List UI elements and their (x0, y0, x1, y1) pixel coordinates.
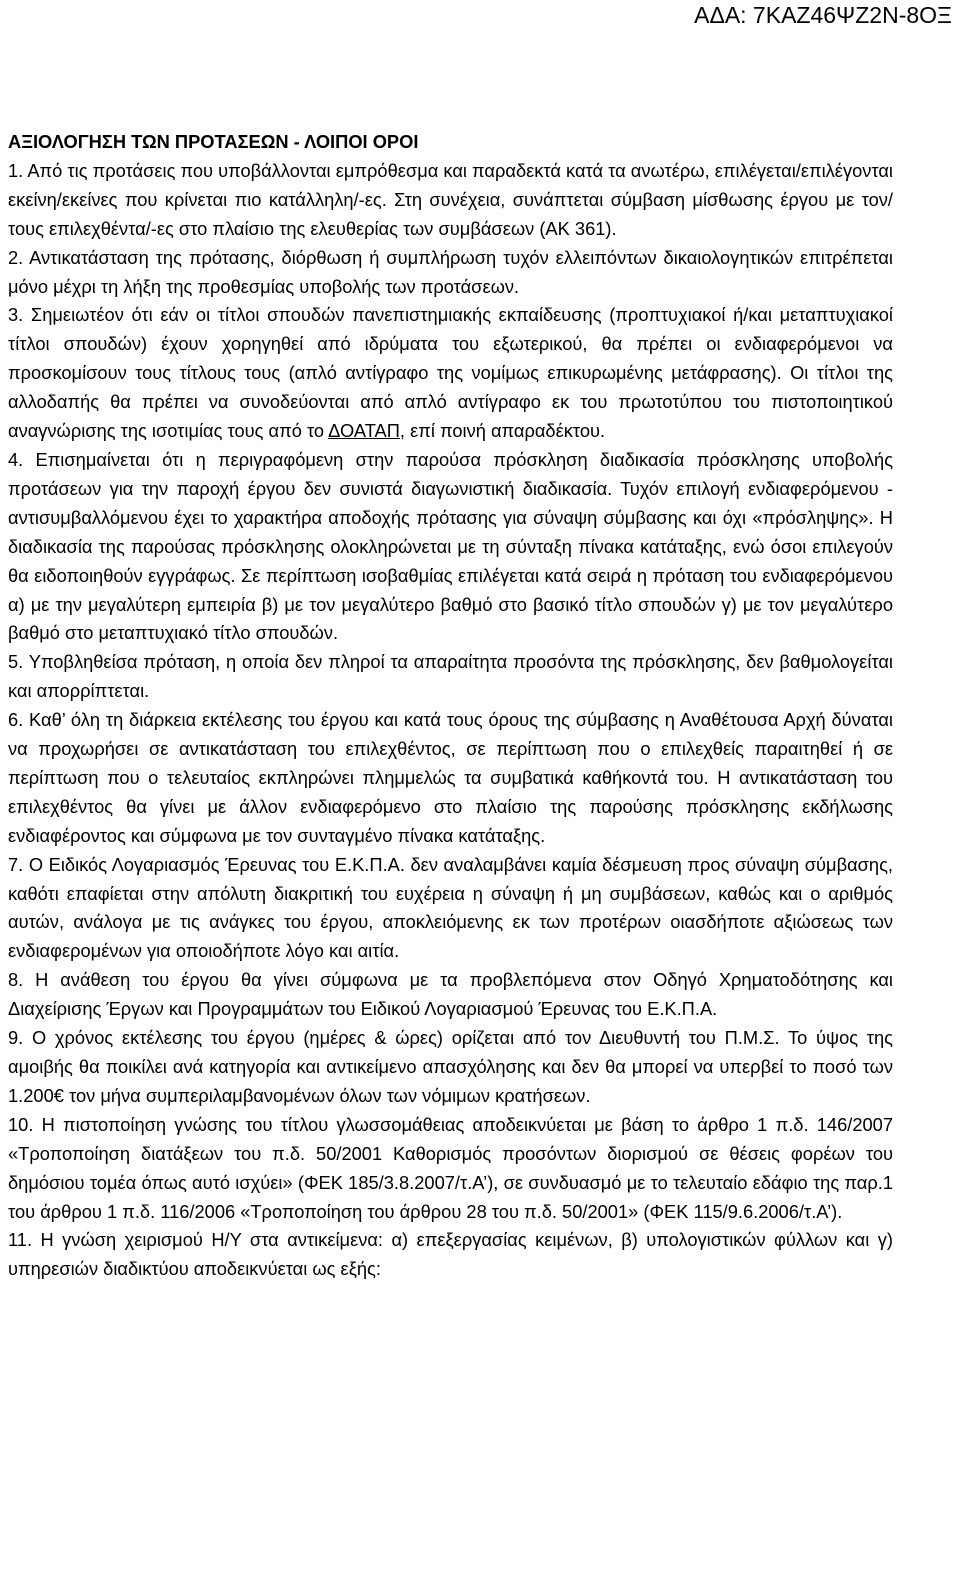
term-3-text-after: , επί ποινή απαραδέκτου. (399, 420, 606, 442)
term-11-paragraph: 11. Η γνώση χειρισμού Η/Υ στα αντικείμενα: α) επεξεργασίας κειμένων, β) υπολογιστικών φύλλων και γ) υπηρεσιών διαδικτύου αποδεικνύεται ως εξής: (8, 1229, 893, 1280)
term-6-paragraph: 6. Καθ’ όλη τη διάρκεια εκτέλεσης του έργου και κατά τους όρους της σύμβασης η Αναθέτουσα Αρχή δύναται να προχωρήσει σε αντικατάσταση του επιλεχθέντος, σε περίπτωση που ο επιλεχθείς παραιτηθεί ή σε περίπτωση που ο τελευταίος εκπληρώνει πλημμελώς τα συμβατικά καθήκοντά του. Η αντικατάσταση του επιλεχθέντος θα γίνει με άλλον ενδιαφερόμενο στο πλαίσιο της παρούσης πρόσκλησης εκδήλωσης ενδιαφέροντος και σύμφωνα με τον συνταγμένο πίνακα κατάταξης. (8, 709, 893, 846)
term-5-paragraph: 5. Υποβληθείσα πρόταση, η οποία δεν πληροί τα απαραίτητα προσόντα της πρόσκλησης, δεν βαθμολογείται και απορρίπτεται. (8, 651, 893, 702)
term-8-paragraph: 8. Η ανάθεση του έργου θα γίνει σύμφωνα με τα προβλεπόμενα στον Οδηγό Χρηματοδότησης και Διαχείρισης Έργων και Προγραμμάτων του Ειδικού Λογαριασμού Έρευνας του Ε.Κ.Π.Α. (8, 969, 893, 1020)
term-2-paragraph: 2. Αντικατάσταση της πρότασης, διόρθωση ή συμπλήρωση τυχόν ελλειπόντων δικαιολογητικών επιτρέπεται μόνο μέχρι τη λήξη της προθεσμίας υποβολής των προτάσεων. (8, 246, 893, 297)
ada-code-header: ΑΔΑ: 7ΚΑΖ46ΨΖ2Ν-8ΟΞ (694, 2, 952, 28)
term-9-paragraph: 9. Ο χρόνος εκτέλεσης του έργου (ημέρες & ώρες) ορίζεται από τον Διευθυντή του Π.Μ.Σ. Το ύψος της αμοιβής θα ποικίλει ανά κατηγορία και αντικείμενο απασχόλησης και δεν θα μπορεί να υπερβεί το ποσό των 1.200€ τον μήνα συμπεριλαμβανομένων όλων των νόμιμων κρατήσεων. (8, 1027, 893, 1106)
term-7-paragraph: 7. Ο Ειδικός Λογαριασμός Έρευνας του Ε.Κ.Π.Α. δεν αναλαμβάνει καμία δέσμευση προς σύναψη σύμβασης, καθότι επαφίεται στην απόλυτη διακριτική του ευχέρεια η σύναψη ή μη συμβάσεων, καθώς και ο αριθμός αυτών, ανάλογα με τις ανάγκες του έργου, αποκλειόμενης εκ των προτέρων οιασδήποτε αξιώσεως των ενδιαφερομένων για οποιοδήποτε λόγο και αιτία. (8, 853, 893, 962)
term-3-paragraph (8, 301, 893, 446)
document-body (8, 128, 893, 1284)
term-3-text-before: 3. Σημειωτέον ότι εάν οι τίτλοι σπουδών πανεπιστημιακής εκπαίδευσης (προπτυχιακοί ή/και μεταπτυχιακοί τίτλοι σπουδών) έχουν χορηγηθεί από ιδρύματα του εξωτερικού, θα πρέπει οι ενδιαφερόμενοι να προσκομίσουν τους τίτλους τους (απλό αντίγραφο της νομίμως επικυρωμένης μετάφρασης). Οι τίτλοι της αλλοδαπής θα πρέπει να συνοδεύονται από απλό αντίγραφο εκ του πρωτοτύπου του πιστοποιητικού αναγνώρισης της ισοτιμίας τους από το (8, 304, 893, 442)
term-4-paragraph: 4. Επισημαίνεται ότι η περιγραφόμενη στην παρούσα πρόσκληση διαδικασία πρόσκλησης υποβολής προτάσεων για την παροχή έργου δεν συνιστά διαγωνιστική διαδικασία. Τυχόν επιλογή ενδιαφερόμενου - αντισυμβαλλόμενου έχει το χαρακτήρα αποδοχής πρότασης για σύναψη σύμβασης και όχι «πρόσληψης». Η διαδικασία της παρούσας πρόσκλησης ολοκληρώνεται με τη σύνταξη πίνακα κατάταξης, ενώ όσοι επιλεγούν θα ειδοποιηθούν εγγράφως. Σε περίπτωση ισοβαθμίας επιλέγεται κατά σειρά η πρόταση του ενδιαφερόμενου α) με την μεγαλύτερη εμπειρία β) με τον μεγαλύτερο βαθμό στο βασικό τίτλο σπουδών γ) με τον μεγαλύτερο βαθμό στο μεταπτυχιακό τίτλο σπουδών. (8, 448, 893, 644)
doatap-underlined: ΔΟΑΤΑΠ (328, 420, 400, 442)
section-heading: ΑΞΙΟΛΟΓΗΣΗ ΤΩΝ ΠΡΟΤΑΣΕΩΝ - ΛΟΙΠΟΙ ΟΡΟΙ (8, 131, 419, 152)
term-10-paragraph: 10. Η πιστοποίηση γνώσης του τίτλου γλωσσομάθειας αποδεικνύεται με βάση το άρθρο 1 π.δ. 146/2007 «Τροποποίηση διατάξεων του π.δ. 50/2001 Καθορισμός προσόντων διορισμού σε θέσεις φορέων του δημόσιου τομέα όπως αυτό ισχύει» (ΦΕΚ 185/3.8.2007/τ.Α’), σε συνδυασμό με το τελευταίο εδάφιο της παρ.1 του άρθρου 1 π.δ. 116/2006 «Τροποποίηση του άρθρου 28 του π.δ. 50/2001» (ΦΕΚ 115/9.6.2006/τ.Α’). (8, 1113, 893, 1222)
term-1-paragraph: 1. Από τις προτάσεις που υποβάλλονται εμπρόθεσμα και παραδεκτά κατά τα ανωτέρω, επιλέγεται/επιλέγονται εκείνη/εκείνες που κρίνεται πιο κατάλληλη/-ες. Στη συνέχεια, συνάπτεται σύμβαση μίσθωσης έργου με τον/τους επιλεχθέντα/-ες στο πλαίσιο της ελευθερίας των συμβάσεων (ΑΚ 361). (8, 159, 893, 239)
